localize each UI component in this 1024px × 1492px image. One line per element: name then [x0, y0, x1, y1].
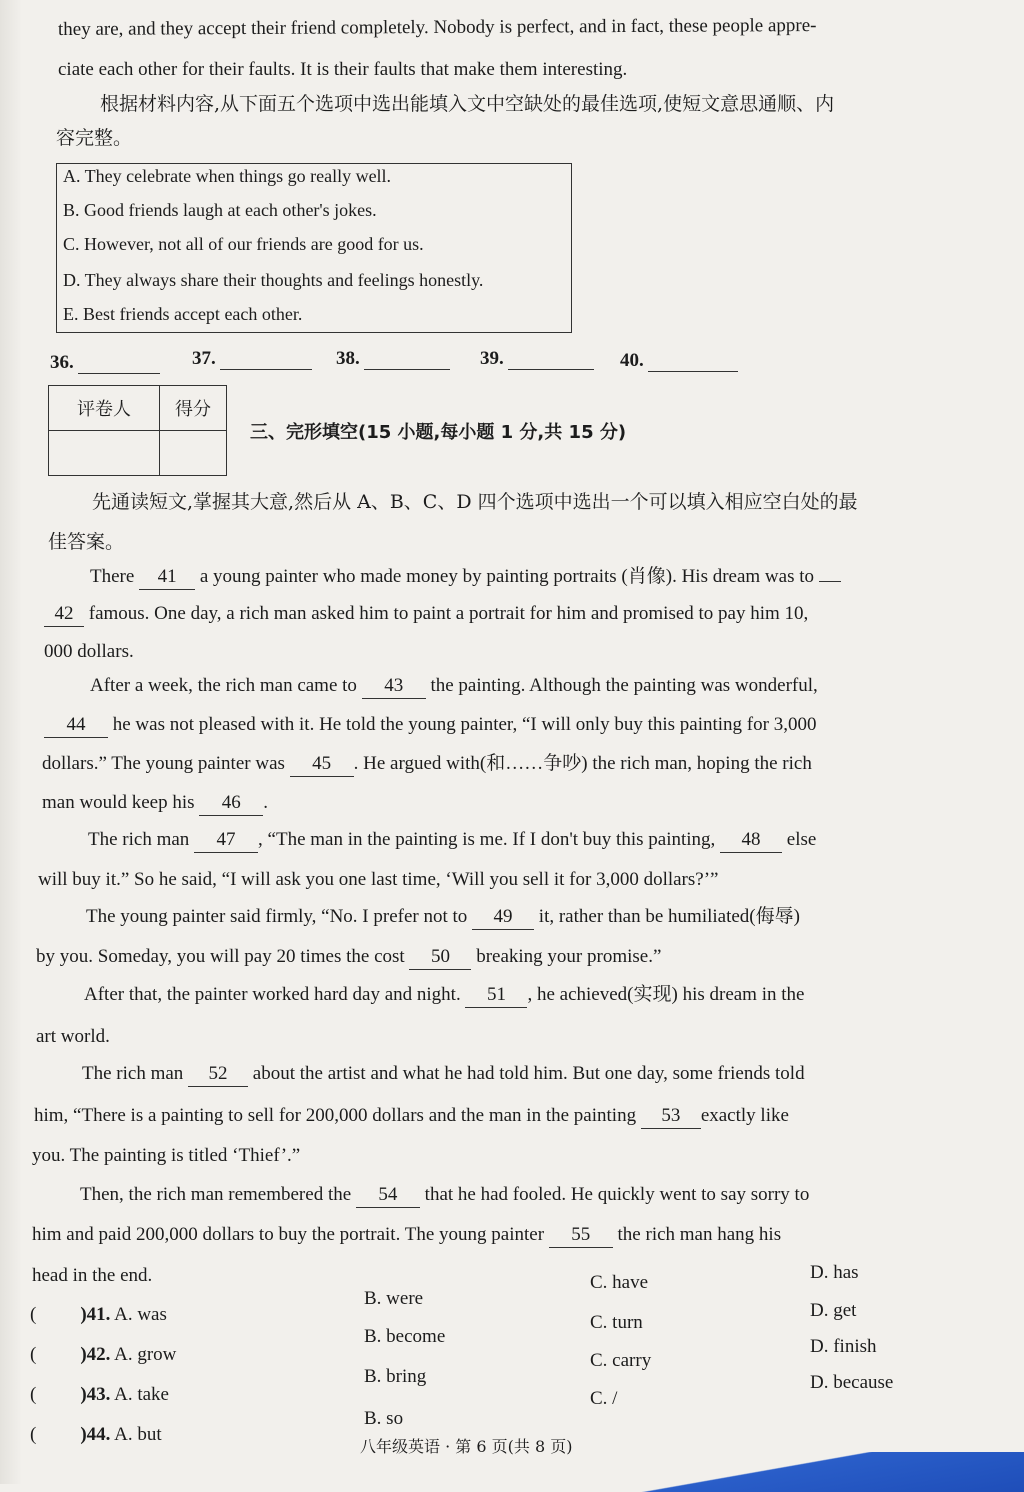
blank-46[interactable]: 46: [199, 791, 263, 816]
instruction-text: 佳答案。: [48, 531, 125, 553]
instruction-text: 根据材料内容,从下面五个选项中选出能填入文中空缺处的最佳选项,使短文意思通顺、内: [100, 93, 835, 115]
passage-line: ciate each other for their faults. It is their faults that make them interesting.: [58, 59, 628, 80]
answer-blank-36[interactable]: 36.: [50, 352, 160, 374]
page-shadow: [0, 0, 22, 1484]
passage-line: dollars.” The young painter was 45 . He argued with(和……争吵) the rich man, hoping the rich: [42, 752, 812, 777]
passage-line: by you. Someday, you will pay 20 times the cost 50 breaking your promise.”: [36, 945, 661, 970]
score-cell[interactable]: [160, 431, 227, 476]
question-41: ( )41. A. was: [30, 1304, 167, 1325]
passage-line: will buy it.” So he said, “I will ask you one last time, ‘Will you sell it for 3,000 dollars?’”: [38, 869, 719, 890]
question-44: ( )44. A. but: [30, 1424, 162, 1445]
answer-paren[interactable]: (: [30, 1304, 37, 1325]
blank-51[interactable]: 51: [465, 983, 527, 1008]
question-43-option-b[interactable]: B. bring: [364, 1366, 427, 1387]
blank-41[interactable]: 41: [139, 565, 195, 590]
answer-blank-39[interactable]: 39.: [480, 348, 594, 370]
background-object: [600, 1452, 1024, 1492]
page-footer: 八年级英语 · 第 6 页(共 8 页): [360, 1437, 573, 1456]
blank-50[interactable]: 50: [409, 945, 471, 970]
answer-blank-37[interactable]: 37.: [192, 348, 312, 370]
answer-blank-40[interactable]: 40.: [620, 350, 738, 372]
passage-line: Then, the rich man remembered the 54 that he had fooled. He quickly went to say sorry to: [80, 1183, 809, 1208]
option-c: C. However, not all of our friends are good for us.: [63, 234, 424, 254]
passage-line: The rich man 52 about the artist and what he had told him. But one day, some friends told: [82, 1062, 805, 1087]
blank-48[interactable]: 48: [720, 828, 782, 853]
blank-42-start: [819, 581, 841, 582]
blank-54[interactable]: 54: [356, 1183, 420, 1208]
question-44-option-c[interactable]: C. /: [590, 1388, 618, 1409]
option-a: A. They celebrate when things go really well.: [63, 166, 392, 186]
passage-line: man would keep his 46 .: [42, 791, 268, 816]
blank-43[interactable]: 43: [362, 674, 426, 699]
question-41-option-b[interactable]: B. were: [364, 1288, 424, 1309]
blank-45[interactable]: 45: [290, 752, 354, 777]
grader-cell[interactable]: [49, 431, 160, 476]
instruction-text: 先通读短文,掌握其大意,然后从 A、B、C、D 四个选项中选出一个可以填入相应空白处的最: [92, 491, 858, 513]
question-42: ( )42. A. grow: [30, 1344, 177, 1365]
question-43-option-d[interactable]: D. finish: [810, 1336, 877, 1357]
question-43-option-c[interactable]: C. carry: [590, 1350, 652, 1371]
passage-line: After a week, the rich man came to 43 the painting. Although the painting was wonderful,: [90, 674, 818, 699]
option-d: D. They always share their thoughts and feelings honestly.: [63, 270, 484, 290]
passage-line: 000 dollars.: [44, 641, 134, 662]
answer-blanks: [50, 348, 750, 378]
blank-47[interactable]: 47: [194, 828, 258, 853]
question-44-option-d[interactable]: D. because: [810, 1372, 894, 1393]
passage-line: 42 famous. One day, a rich man asked him to paint a portrait for him and promised to pay him 10,: [44, 602, 808, 627]
passage-line: him and paid 200,000 dollars to buy the portrait. The young painter 55 the rich man hang his: [32, 1223, 781, 1248]
blank-49[interactable]: 49: [472, 905, 534, 930]
blank-55[interactable]: 55: [549, 1223, 613, 1248]
grader-label: 评卷人: [49, 386, 160, 431]
score-table: [48, 385, 227, 476]
question-41-option-c[interactable]: C. have: [590, 1272, 649, 1293]
blank-42[interactable]: 42: [44, 602, 84, 627]
instruction-text: 容完整。: [56, 127, 133, 149]
passage-line: The young painter said firmly, “No. I prefer not to 49 it, rather than be humiliated(侮辱): [86, 905, 800, 930]
question-41-option-d[interactable]: D. has: [810, 1262, 859, 1283]
passage-line: The rich man 47 , “The man in the painting is me. If I don't buy this painting, 48 else: [88, 828, 816, 853]
passage-line: you. The painting is titled ‘Thief’.”: [32, 1145, 301, 1166]
question-43: ( )43. A. take: [30, 1384, 169, 1405]
answer-paren[interactable]: (: [30, 1424, 37, 1445]
passage-line: art world.: [36, 1026, 110, 1047]
passage-line: him, “There is a painting to sell for 200,000 dollars and the man in the painting 53 exactly like: [34, 1104, 789, 1129]
blank-52[interactable]: 52: [188, 1062, 248, 1087]
passage-line: After that, the painter worked hard day and night. 51 , he achieved(实现) his dream in the: [84, 983, 804, 1008]
passage-line: There 41 a young painter who made money by painting portraits (肖像). His dream was to: [90, 565, 841, 590]
answer-paren[interactable]: (: [30, 1384, 37, 1405]
answer-paren[interactable]: (: [30, 1344, 37, 1365]
blank-53[interactable]: 53: [641, 1104, 701, 1129]
passage-line: they are, and they accept their friend completely. Nobody is perfect, and in fact, these people appre-: [57, 15, 817, 40]
score-label: 得分: [160, 386, 227, 431]
answer-blank-38[interactable]: 38.: [336, 348, 450, 370]
section-title: 三、完形填空(15 小题,每小题 1 分,共 15 分): [250, 422, 627, 443]
question-42-option-d[interactable]: D. get: [810, 1300, 857, 1321]
option-b: B. Good friends laugh at each other's jokes.: [63, 200, 377, 220]
options-box: [56, 163, 572, 333]
option-e: E. Best friends accept each other.: [63, 304, 303, 324]
passage-line: 44 he was not pleased with it. He told the young painter, “I will only buy this painting for 3,000: [44, 713, 816, 738]
question-42-option-b[interactable]: B. become: [364, 1326, 446, 1347]
question-44-option-b[interactable]: B. so: [364, 1408, 404, 1429]
blank-44[interactable]: 44: [44, 713, 108, 738]
passage-line: head in the end.: [32, 1265, 153, 1286]
question-42-option-c[interactable]: C. turn: [590, 1312, 643, 1333]
